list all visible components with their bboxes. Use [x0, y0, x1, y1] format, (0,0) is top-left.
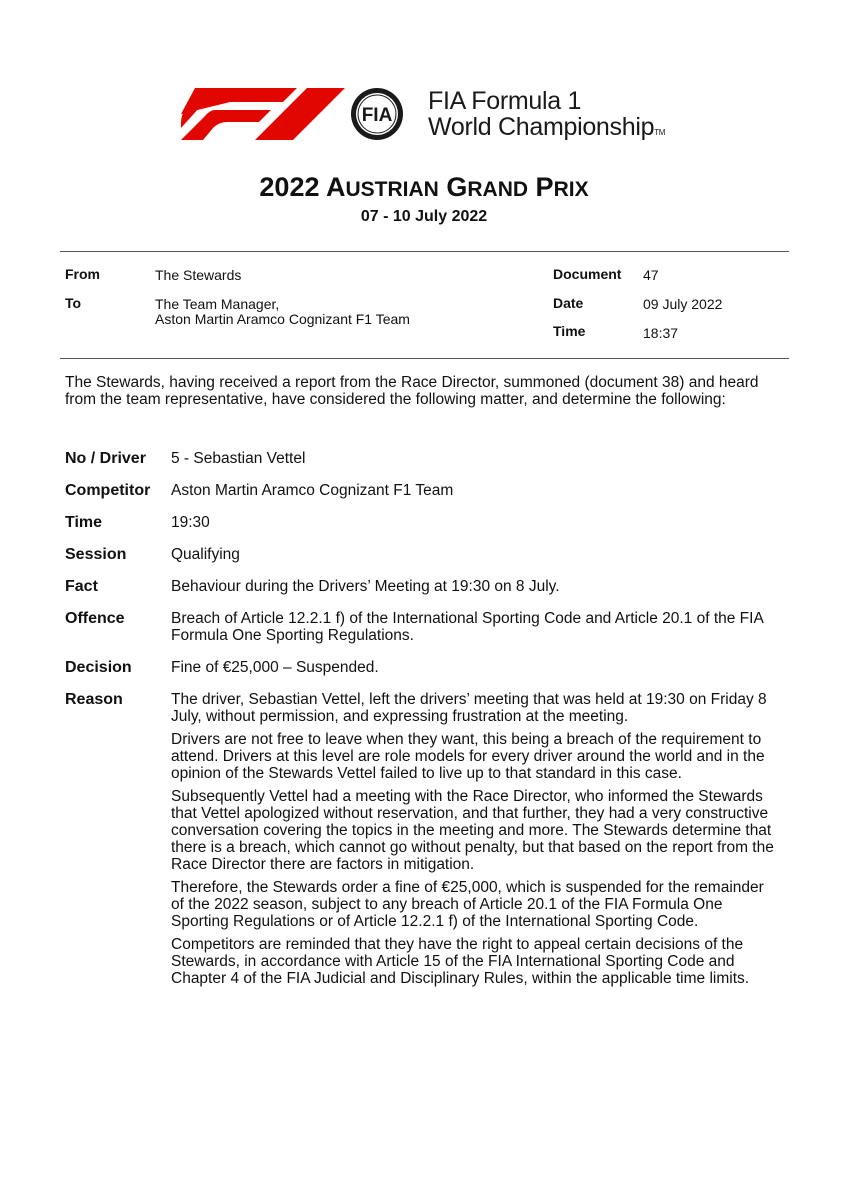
top-divider [60, 251, 789, 252]
fact-label: Competitor [65, 482, 151, 499]
title-g-rest: RAND [467, 178, 529, 201]
fact-label: Decision [65, 659, 132, 676]
reason-paragraph: The driver, Sebastian Vettel, left the drivers’ meeting that was held at 19:30 on Friday 8 July, without permission, and expressing frustration at the meeting. [171, 691, 767, 725]
bottom-divider [60, 358, 789, 359]
fact-label: Session [65, 546, 127, 563]
document-label: Document [553, 266, 622, 282]
reason-paragraph: Therefore, the Stewards order a fine of €25,000, which is suspended for the remainder of the 2022 season, subject to any breach of Article 20.1 of the FIA Formula One Sporting Regulations or of Article 12.2.1 f) of the International Sporting Code. [171, 879, 764, 930]
to-value-line2: Aston Martin Aramco Cognizant F1 Team [155, 311, 410, 327]
logo-line1: FIA Formula 1 [428, 87, 582, 115]
reason-paragraph: Competitors are reminded that they have the right to appeal certain decisions of the Stewards, in accordance with Article 15 of the FIA International Sporting Code and Chapter 4 of the FIA Judicial and Disciplinary Rules, within the applicable time limits. [171, 936, 750, 987]
date-label: Date [553, 295, 584, 311]
event-dates: 07 - 10 July 2022 [360, 208, 488, 225]
fact-value: 19:30 [171, 514, 210, 531]
logo-line2 [428, 114, 665, 146]
fact-value: Fine of €25,000 – Suspended. [171, 659, 379, 676]
title-a-cap: A [325, 172, 346, 202]
time-value: 18:37 [643, 325, 679, 341]
seal-text: FIA [361, 105, 393, 126]
logo-text [428, 88, 665, 146]
title-year: 2022 [259, 172, 326, 202]
f1-logo-icon [175, 88, 345, 140]
to-label: To [65, 295, 82, 311]
logo-line2-text: World Championship [428, 113, 655, 141]
fact-value: Qualifying [171, 546, 240, 563]
reason-body [171, 691, 777, 993]
title-p-cap: P [535, 172, 554, 202]
fact-label: Time [65, 514, 103, 531]
from-value: The Stewards [155, 267, 242, 283]
document-value: 47 [643, 267, 659, 283]
fia-seal-icon [349, 86, 405, 142]
fact-value: Aston Martin Aramco Cognizant F1 Team [171, 482, 454, 499]
title-a-rest: USTRIAN [345, 178, 439, 201]
time-label: Time [553, 323, 586, 339]
from-label: From [65, 266, 100, 282]
title-p-rest: RIX [553, 178, 589, 201]
logo-tm: TM [654, 128, 666, 137]
intro-paragraph: The Stewards, having received a report from the Race Director, summoned (document 38) and heard from the team representative, have considered the following matter, and determine the following: [65, 374, 759, 408]
page-title [0, 170, 848, 207]
title-g-cap: G [446, 172, 468, 202]
reason-paragraph: Drivers are not free to leave when they want, this being a breach of the requirement to attend. Drivers at this level are role models for every driver around the world and in the opinion of the Stewards Vettel failed to live up to that standard in this case. [171, 731, 765, 782]
reason-label: Reason [65, 691, 123, 708]
reason-paragraph: Subsequently Vettel had a meeting with the Race Director, who informed the Stewards that Vettel apologized without reservation, and that further, they had a very constructive conversation covering the topics in the meeting and more. The Stewards determine that there is a breach, which cannot go without penalty, but that based on the report from the Race Director there are factors in mitigation. [171, 788, 774, 873]
to-value-line1: The Team Manager, [155, 296, 280, 312]
fact-label: Fact [65, 578, 98, 595]
date-value: 09 July 2022 [643, 296, 723, 312]
fact-label: Offence [65, 610, 125, 627]
fact-value: Breach of Article 12.2.1 f) of the International Sporting Code and Article 20.1 of the FIA Formula One Sporting Regulations. [171, 610, 763, 644]
title-block [0, 170, 848, 227]
fact-value: Behaviour during the Drivers’ Meeting at 19:30 on 8 July. [171, 578, 560, 595]
fact-label: No / Driver [65, 450, 146, 467]
fact-value: 5 - Sebastian Vettel [171, 450, 306, 467]
